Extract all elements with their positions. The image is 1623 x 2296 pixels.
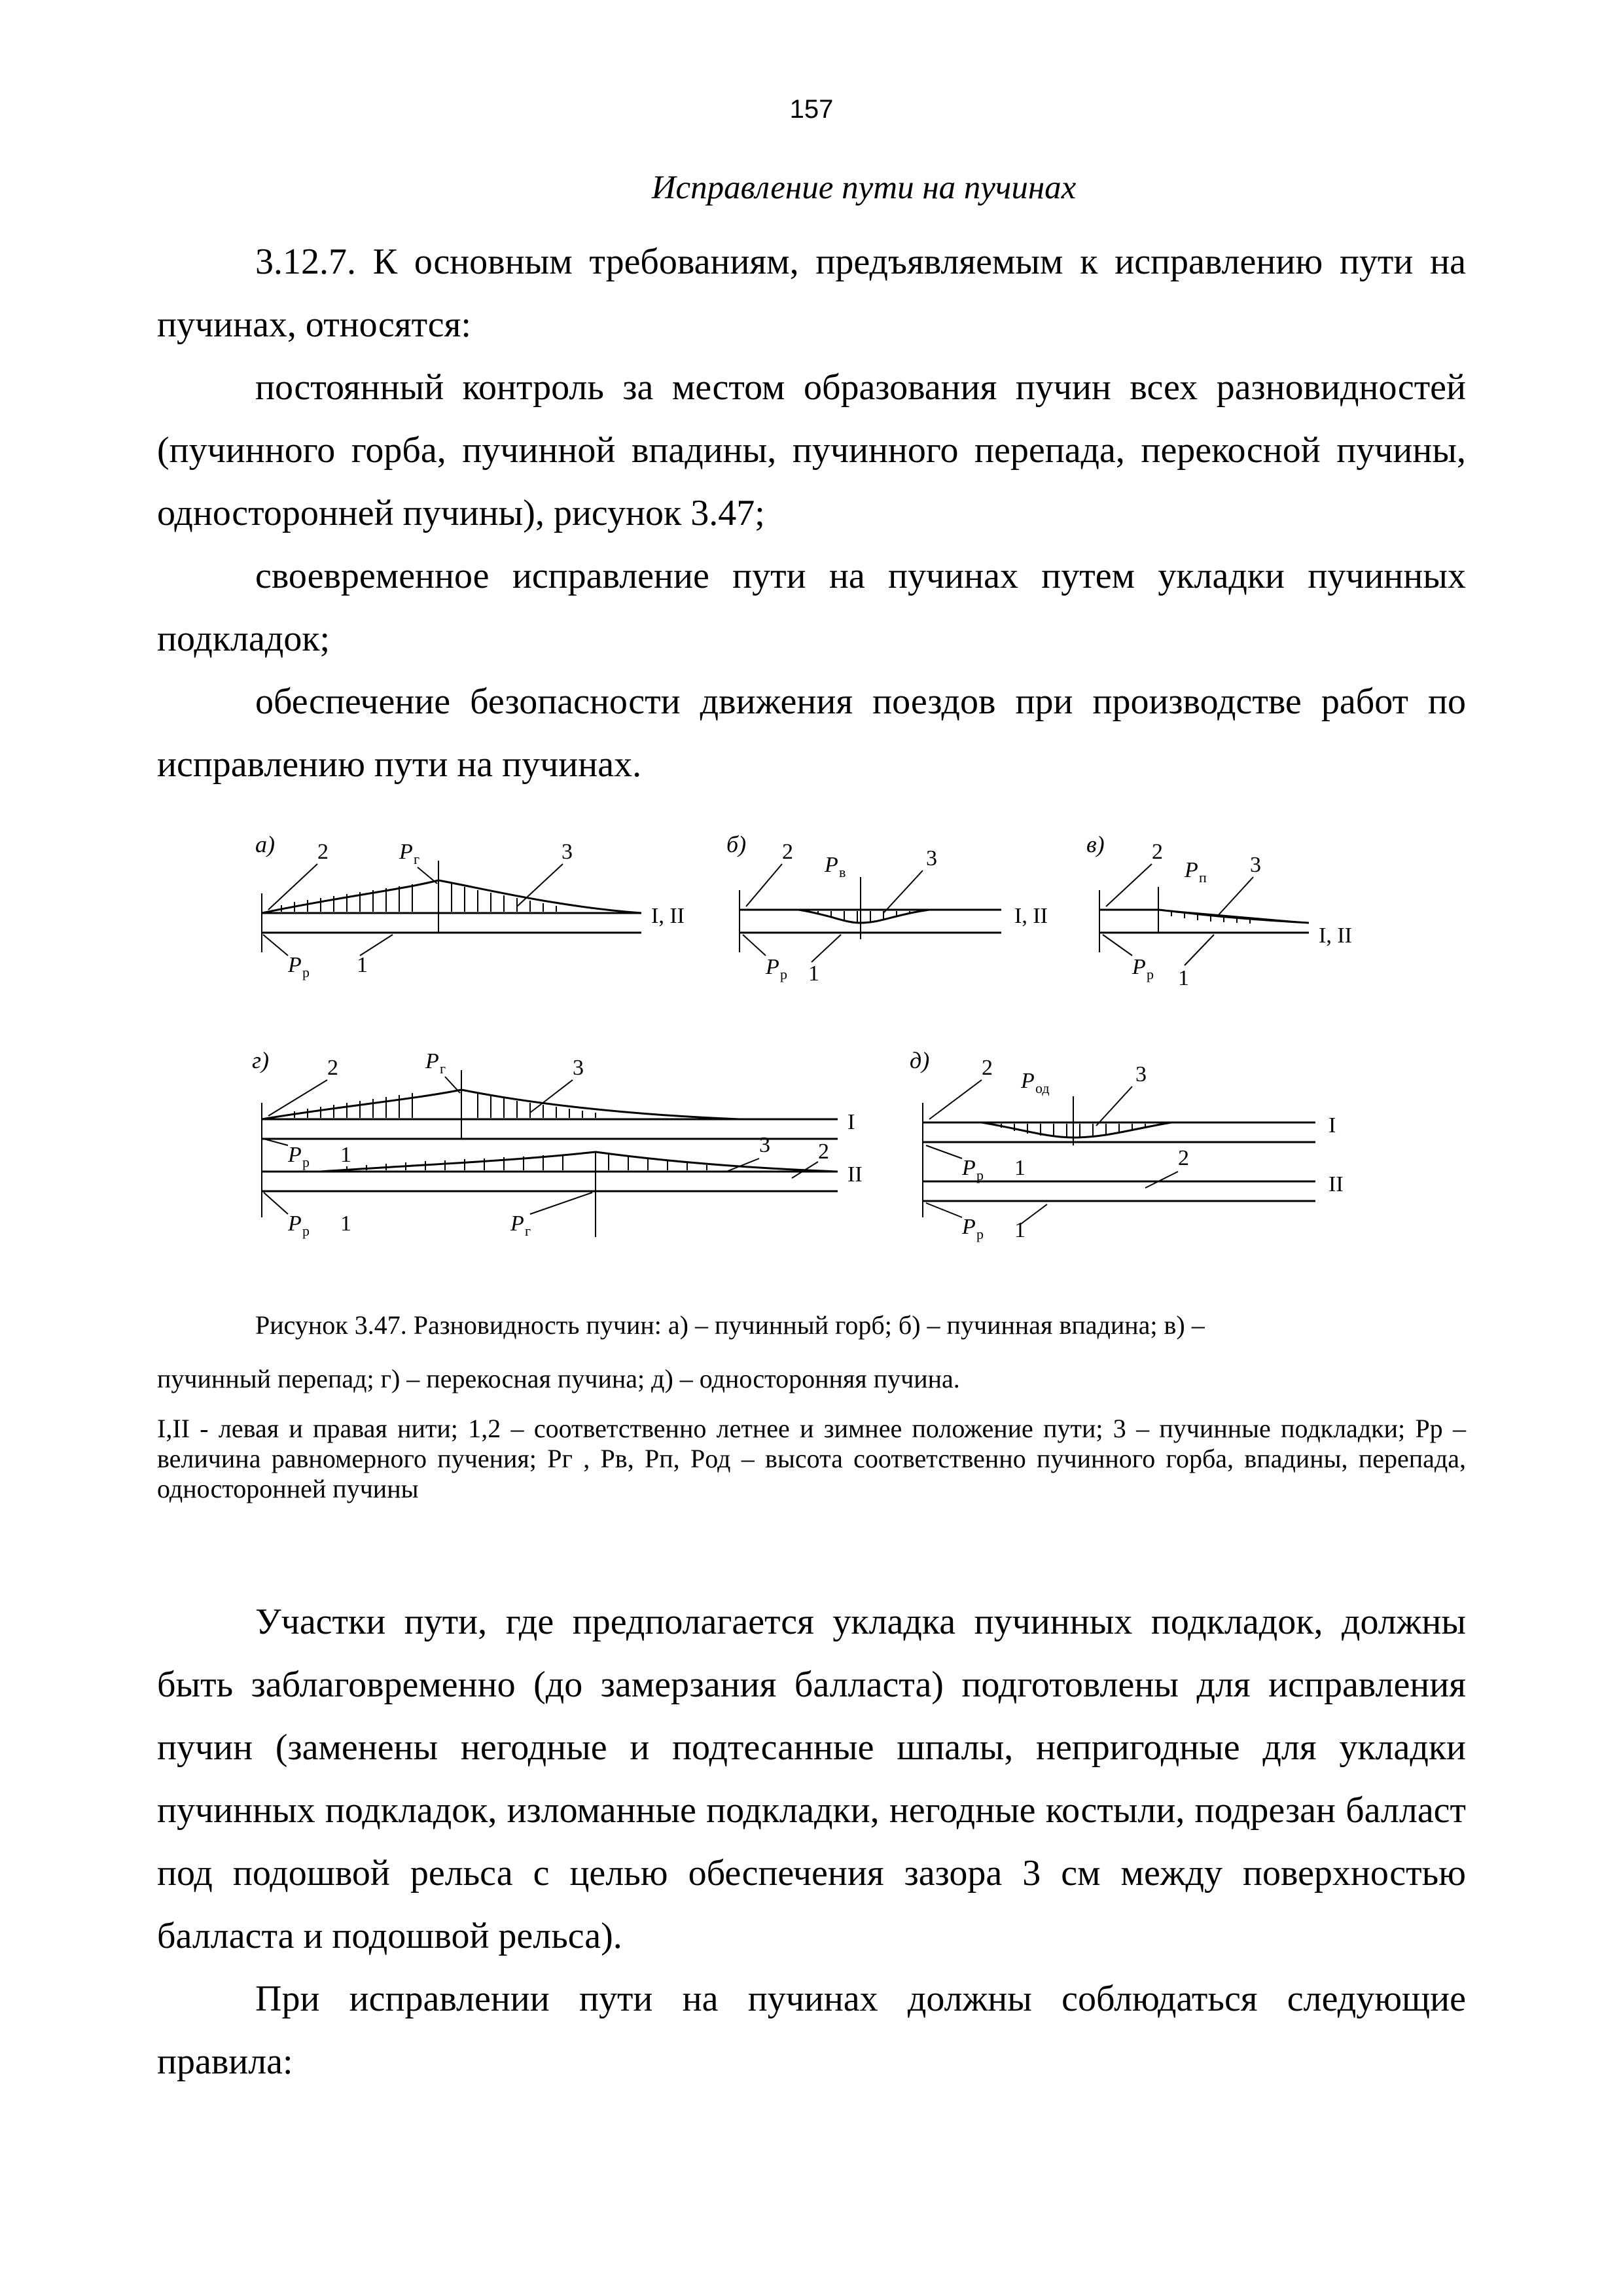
label-rail-right: II xyxy=(847,1162,863,1187)
paragraph-safety: обеспечение безопасности движения поездов при производстве работ по исправлению пути на пучинах. xyxy=(157,681,1466,785)
panel-g-skew xyxy=(252,1047,863,1239)
label-sub-r: р xyxy=(302,964,310,980)
heave-types-figure xyxy=(242,825,1420,1283)
label-rail-left: I xyxy=(847,1110,855,1134)
paragraph-timely-repair: своевременное исправление пути на пучинах путем укладки пучинных подкладок; xyxy=(157,556,1466,659)
label-p: P xyxy=(1132,955,1146,979)
label-rails-both: I, II xyxy=(651,904,685,928)
label-1: 1 xyxy=(808,961,819,986)
label-3: 3 xyxy=(573,1056,584,1080)
label-p: P xyxy=(288,1143,302,1167)
panel-d-label: д) xyxy=(910,1047,930,1073)
label-sub-v: в xyxy=(839,864,846,880)
panel-d-one-sided xyxy=(910,1047,1344,1242)
label-3: 3 xyxy=(562,840,573,864)
label-rail-right: II xyxy=(1329,1172,1344,1196)
label-sub-r: р xyxy=(302,1223,310,1239)
figure-legend: I,II - левая и правая нити; 1,2 – соответственно летнее и зимнее положение пути; 3 – пучинные подкладки; Pр – величина равномерного пучения; Pг , Pв, Pп, Pод – высота соответственно пучинного горба, впадины, перепада, односторонней пучины xyxy=(157,1414,1466,1503)
paragraph-rules: При исправлении пути на пучинах должны соблюдаться следующие правила: xyxy=(157,1979,1466,2082)
label-1: 1 xyxy=(1014,1156,1026,1180)
label-1: 1 xyxy=(1178,966,1189,990)
figure-caption-line2: пучинный перепад; г) – перекосная пучина; д) – односторонняя пучина. xyxy=(157,1364,960,1393)
label-3: 3 xyxy=(759,1133,770,1157)
label-p: P xyxy=(962,1156,976,1180)
panel-b-label: б) xyxy=(726,831,747,857)
label-3: 3 xyxy=(1135,1062,1147,1086)
label-sub-r: р xyxy=(976,1167,984,1183)
panel-v-step xyxy=(1086,831,1352,990)
label-p: P xyxy=(510,1211,524,1236)
label-p: P xyxy=(766,955,779,979)
label-rails-both: I, II xyxy=(1014,904,1048,928)
label-2: 2 xyxy=(1152,840,1163,864)
label-sub-g: г xyxy=(525,1223,531,1239)
paragraph-control: постоянный контроль за местом образования пучин всех разновидностей (пучинного горба, пучинной впадины, пучинного перепада, перекосной пучины, односторонней пучины), рисунок 3.47; xyxy=(157,367,1466,533)
label-p: P xyxy=(962,1215,976,1239)
label-sub-r: р xyxy=(780,966,787,982)
label-sub-od: од xyxy=(1035,1080,1050,1096)
panel-a-hump xyxy=(255,831,685,980)
panel-b-hollow xyxy=(726,831,1048,986)
label-sub-p: п xyxy=(1199,869,1207,886)
label-sub-g: г xyxy=(414,851,420,867)
label-sub-r: р xyxy=(976,1226,984,1242)
figure-caption-line1: Рисунок 3.47. Разновидность пучин: а) – пучинный горб; б) – пучинная впадина; в) – xyxy=(255,1310,1205,1340)
label-2: 2 xyxy=(317,840,329,864)
label-sub-g: г xyxy=(440,1060,446,1077)
label-2: 2 xyxy=(818,1139,829,1164)
label-rails-both: I, II xyxy=(1319,924,1352,948)
label-sub-r: р xyxy=(1147,966,1154,982)
section-heading: Исправление пути на пучинах xyxy=(651,170,1077,206)
label-2: 2 xyxy=(982,1056,993,1080)
label-2: 2 xyxy=(327,1056,338,1080)
label-p: P xyxy=(288,1211,302,1236)
label-sub-r: р xyxy=(302,1154,310,1170)
panel-v-label: в) xyxy=(1086,831,1105,857)
label-p: P xyxy=(825,853,838,877)
label-2: 2 xyxy=(1178,1146,1189,1170)
label-1: 1 xyxy=(340,1211,351,1236)
label-3: 3 xyxy=(1250,853,1261,877)
label-3: 3 xyxy=(926,846,937,870)
label-rail-left: I xyxy=(1329,1113,1336,1138)
label-2: 2 xyxy=(782,840,793,864)
label-p: P xyxy=(288,953,302,977)
label-p: P xyxy=(399,840,413,864)
label-p: P xyxy=(1185,858,1198,882)
label-p: P xyxy=(1021,1069,1035,1093)
label-1: 1 xyxy=(340,1143,351,1167)
label-1: 1 xyxy=(357,953,368,977)
panel-a-label: а) xyxy=(255,831,275,857)
label-p: P xyxy=(425,1049,439,1073)
paragraph-preparation: Участки пути, где предполагается укладка пучинных подкладок, должны быть заблаговременно (до замерзания балласта) подготовлены для исправления пучин (заменены негодные и подтесанные шпалы, непригодные для укладки пучинных подкладок, изломанные подкладки, негодные костыли, подрезан балласт под подошвой рельса с целью обеспечения зазора 3 см между поверхностью балласта и подошвой рельса). xyxy=(157,1602,1466,1956)
paragraph-requirements: 3.12.7. К основным требованиям, предъявляемым к исправлению пути на пучинах, относятся: xyxy=(157,242,1466,345)
panel-g-label: г) xyxy=(252,1047,270,1073)
label-1: 1 xyxy=(1014,1218,1026,1242)
page-number: 157 xyxy=(789,95,834,124)
